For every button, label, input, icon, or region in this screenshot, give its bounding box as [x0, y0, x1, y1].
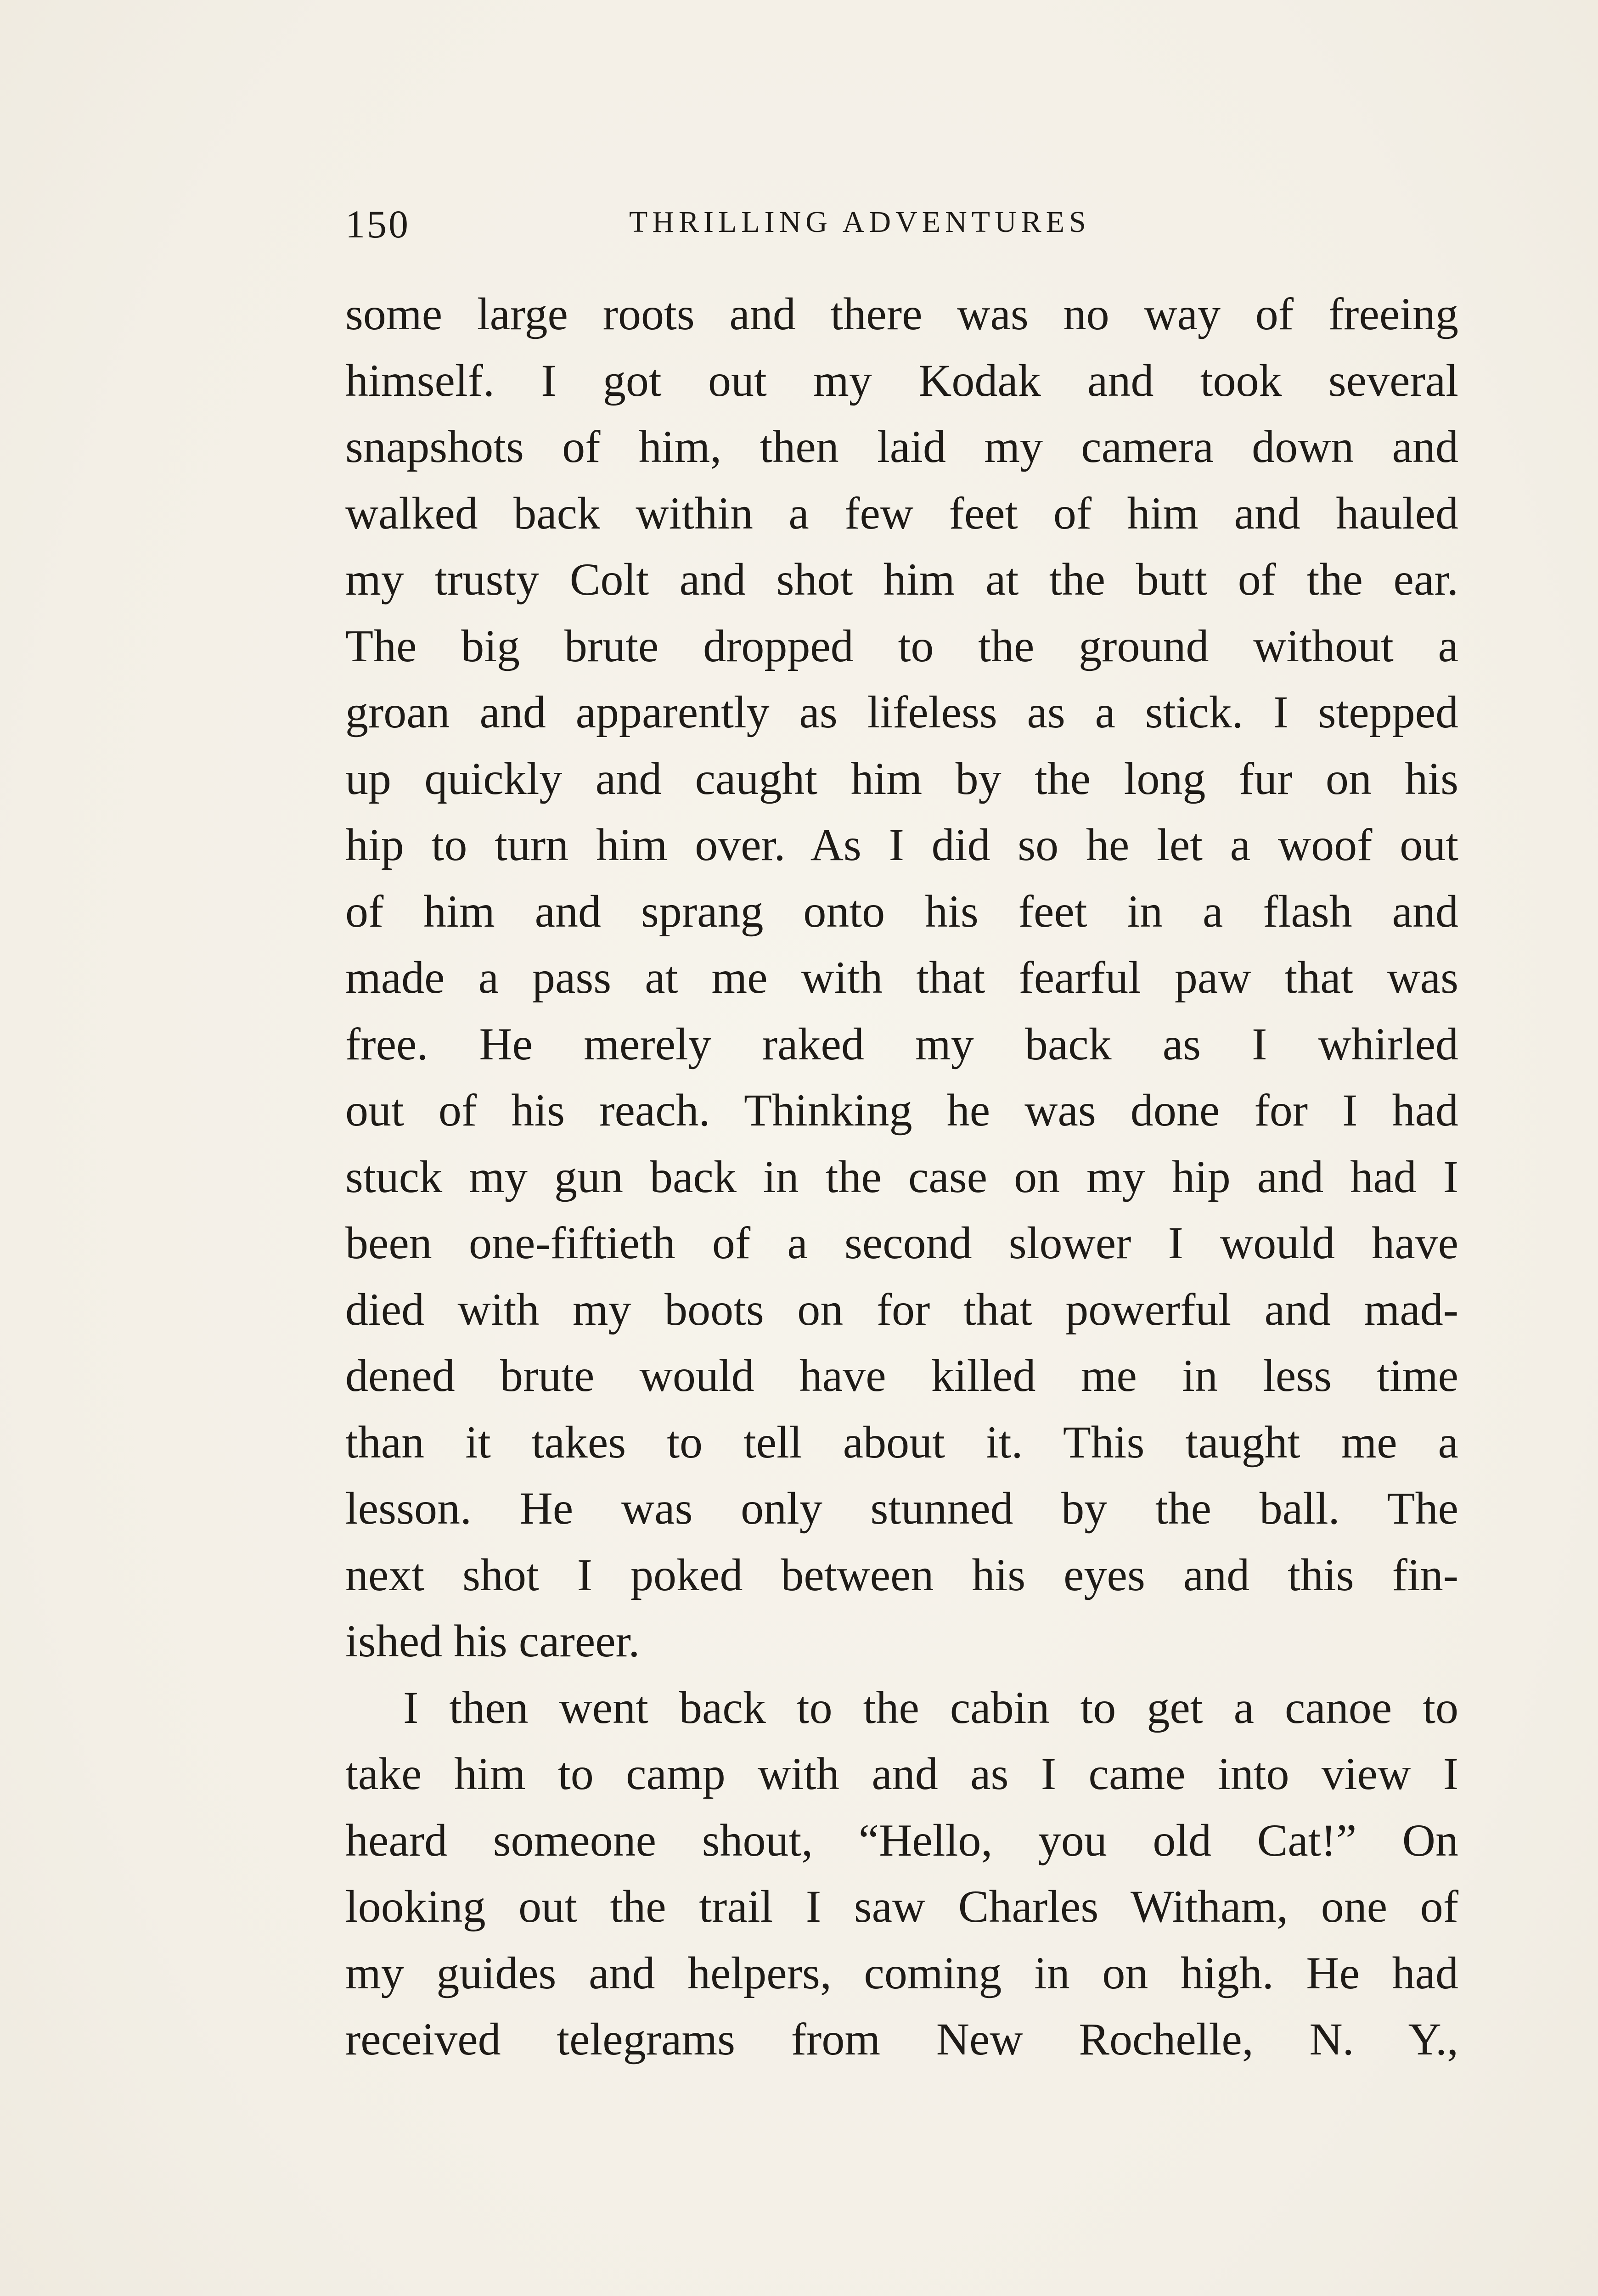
page-header: [345, 201, 1457, 252]
running-head: THRILLING ADVENTURES: [629, 205, 1091, 239]
text-line: my guides and helpers, coming in on high. He had: [345, 1947, 1458, 1998]
text-line: himself. I got out my Kodak and took several: [345, 355, 1458, 406]
text-line: take him to camp with and as I came into view I: [345, 1748, 1458, 1799]
text-line: of him and sprang onto his feet in a flash and: [345, 885, 1458, 937]
text-line: I then went back to the cabin to get a canoe to: [403, 1682, 1458, 1733]
text-line: received telegrams from New Rochelle, N. Y.,: [345, 2014, 1458, 2065]
text-line: The big brute dropped to the ground without a: [345, 620, 1458, 671]
paragraph-1: [345, 281, 1458, 1675]
text-line: hip to turn him over. As I did so he let a woof out: [345, 819, 1458, 870]
text-line: looking out the trail I saw Charles Witham, one of: [345, 1881, 1458, 1932]
text-line: stuck my gun back in the case on my hip and had I: [345, 1151, 1458, 1202]
text-line: some large roots and there was no way of freeing: [345, 288, 1458, 339]
text-line: heard someone shout, “Hello, you old Cat!” On: [345, 1814, 1458, 1866]
text-line: died with my boots on for that powerful and mad-: [345, 1283, 1458, 1335]
text-line: out of his reach. Thinking he was done for I had: [345, 1085, 1458, 1136]
page-number: 150: [345, 202, 410, 246]
text-line: dened brute would have killed me in less time: [345, 1350, 1458, 1401]
text-line: lesson. He was only stunned by the ball. The: [345, 1483, 1458, 1534]
text-line: been one-fiftieth of a second slower I would have: [345, 1217, 1458, 1268]
text-line: my trusty Colt and shot him at the butt of the ear.: [345, 554, 1458, 605]
text-line: ished his career.: [345, 1615, 640, 1666]
paragraph-2: [345, 1675, 1458, 2073]
text-line: than it takes to tell about it. This taught me a: [345, 1416, 1458, 1468]
text-line: made a pass at me with that fearful paw that was: [345, 952, 1458, 1003]
text-line: next shot I poked between his eyes and this fin-: [345, 1549, 1458, 1600]
text-line: free. He merely raked my back as I whirled: [345, 1018, 1458, 1069]
text-line: snapshots of him, then laid my camera down and: [345, 421, 1458, 472]
text-line: walked back within a few feet of him and hauled: [345, 487, 1458, 539]
body-text: [345, 281, 1458, 2073]
text-line: up quickly and caught him by the long fur on his: [345, 753, 1458, 804]
text-line: groan and apparently as lifeless as a stick. I stepped: [345, 687, 1458, 737]
